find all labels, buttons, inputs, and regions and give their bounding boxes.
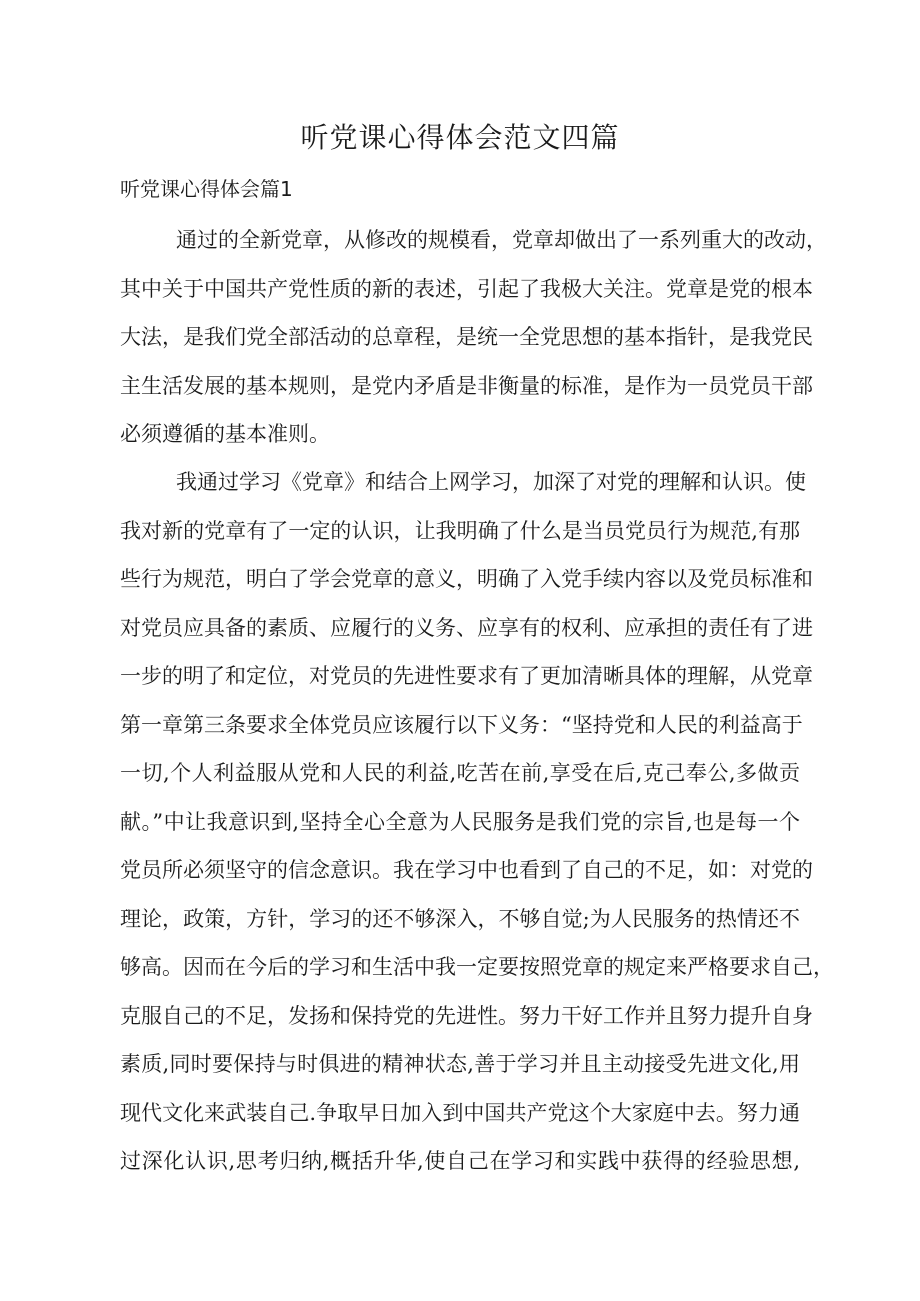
paragraph-line: 必须遵循的基本准则。 [120,422,330,446]
paragraph-line: 献。”中让我意识到,坚持全心全意为人民服务是我们党的宗旨,也是每一个 [120,809,800,834]
paragraph-line: 理论，政策，方针，学习的还不够深入，不够自觉;为人民服务的热情还不 [120,906,800,931]
paragraph-line: 些行为规范，明白了学会党章的意义，明确了入党手续内容以及党员标准和 [120,567,813,591]
paragraph-line: 素质,同时要保持与时俱进的精神状态,善于学习并且主动接受先进文化,用 [120,1052,800,1076]
paragraph-line: 大法，是我们党全部活动的总章程，是统一全党思想的基本指针，是我党民 [120,325,813,349]
paragraph-line: 一切,个人利益服从党和人民的利益,吃苦在前,享受在后,克己奉公,多做贡 [120,761,800,785]
paragraph-line: 克服自己的不足，发扬和保持党的先进性。努力干好工作并且努力提升自身 [120,1003,813,1028]
paragraph-line: 现代文化来武装自己.争取早日加入到中国共产党这个大家庭中去。努力通 [120,1100,800,1125]
section-heading: 听党课心得体会篇1 [120,177,293,201]
document-title: 听党课心得体会范文四篇 [300,121,620,154]
paragraph-line: 其中关于中国共产党性质的新的表述，引起了我极大关注。党章是党的根本 [120,276,813,301]
paragraph-line: 第一章第三条要求全体党员应该履行以下义务：“坚持党和人民的利益高于 [120,712,803,737]
paragraph-line: 对党员应具备的素质、应履行的义务、应享有的权利、应承担的责任有了进 [120,615,813,640]
paragraph-1 [120,216,827,459]
paragraph-line: 够高。因而在今后的学习和生活中我一定要按照党章的规定来严格要求自己， [120,955,834,979]
paragraph-line: 一步的明了和定位，对党员的先进性要求有了更加清晰具体的理解，从党章 [120,664,813,688]
paragraph-line: 过深化认识,思考归纳,概括升华,使自己在学习和实践中获得的经验思想, [120,1149,800,1173]
paragraph-line: 通过的全新党章，从修改的规模看，党章却做出了一系列重大的改动， [176,228,827,252]
paragraph-2 [120,458,834,1186]
paragraph-line: 主生活发展的基本规则，是党内矛盾是非衡量的标准，是作为一员党员干部 [120,373,813,398]
paragraph-line: 党员所必须坚守的信念意识。我在学习中也看到了自己的不足，如：对党的 [120,858,813,882]
paragraph-line: 我通过学习《党章》和结合上网学习，加深了对党的理解和认识。使 [176,470,806,494]
paragraph-line: 我对新的党章有了一定的认识，让我明确了什么是当员党员行为规范,有那 [120,518,800,543]
